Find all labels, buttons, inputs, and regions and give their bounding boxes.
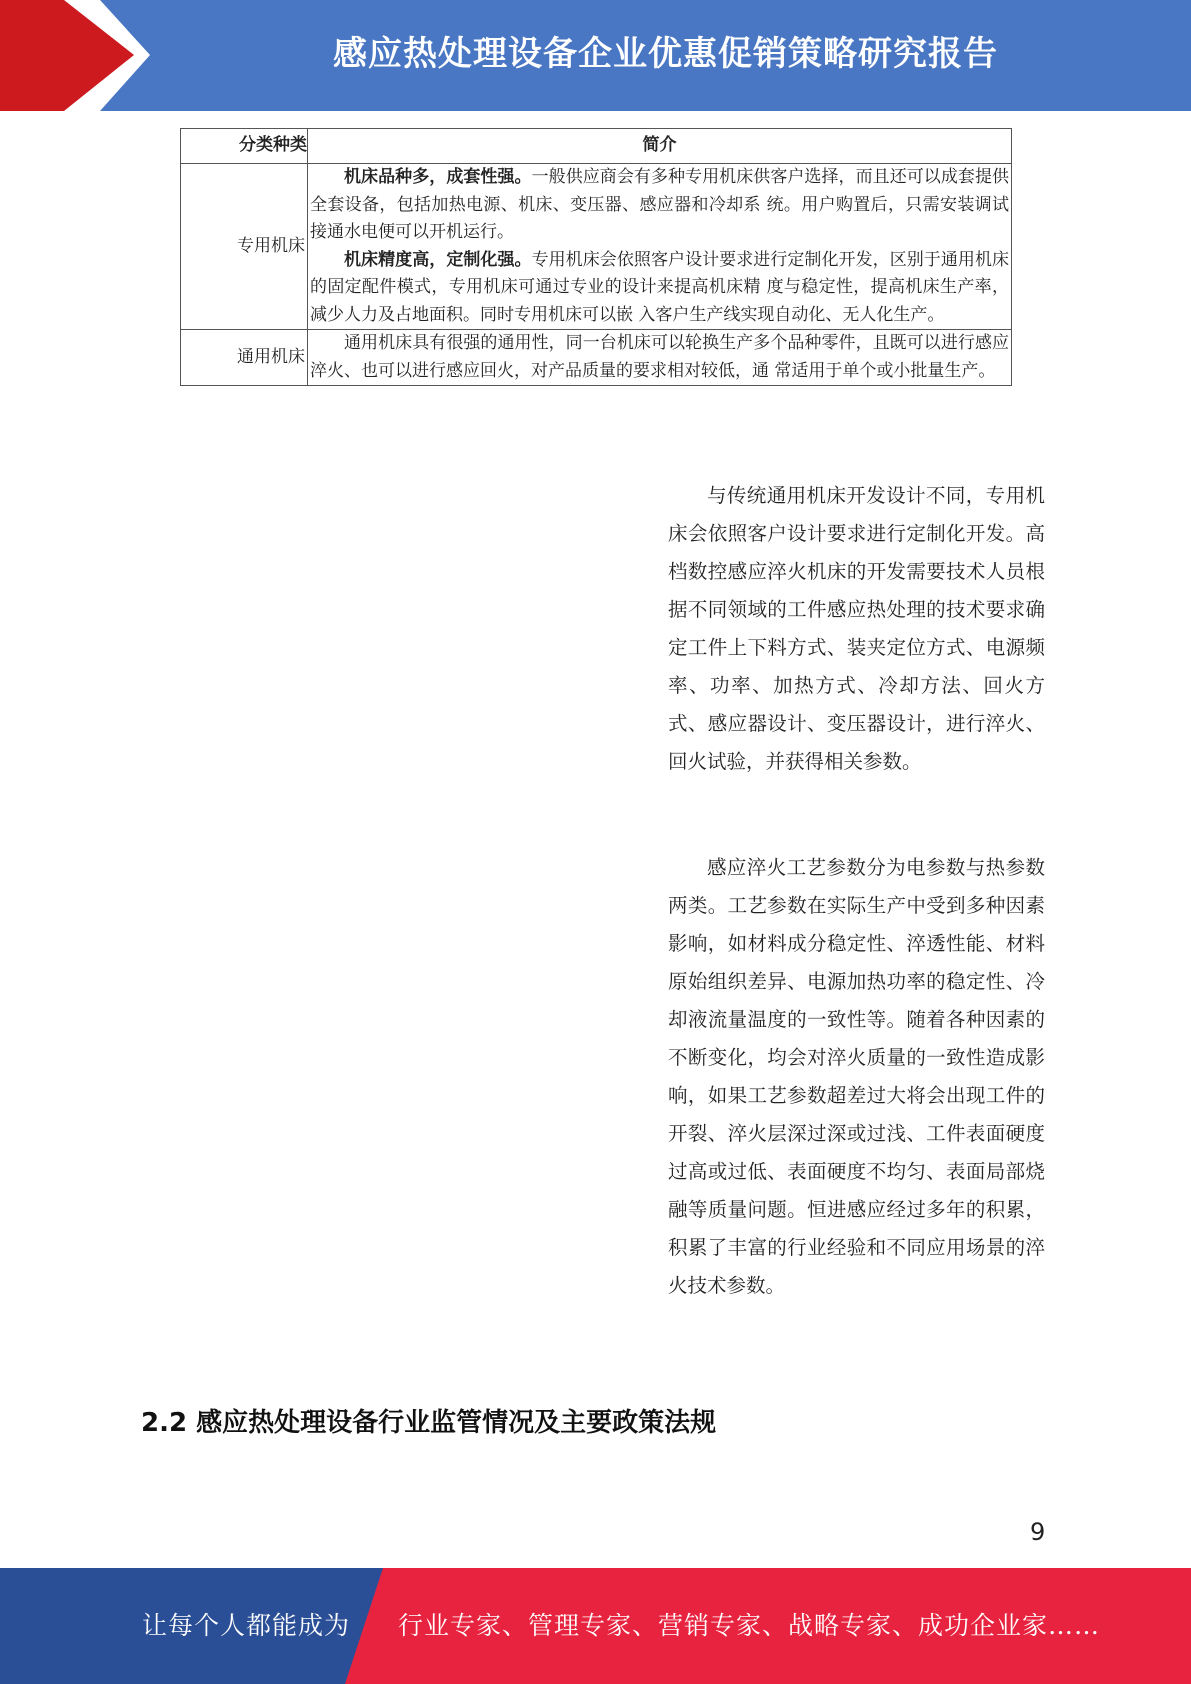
description-text: 通用机床具有很强的通用性，同一台机床可以轮换生产多个品种零件，且既可以进行感应淬火、也可以进行感应回火，对产品质量的要求相对较低，通 常适用于单个或小批量生产。 [310,333,1009,381]
description-paragraph [310,247,1009,330]
description-paragraph [310,330,1009,385]
footer-slogan-left: 让每个人都能成为 [142,1611,351,1640]
table-header-category: 分类种类 [181,129,308,164]
footer-slogan-right: 行业专家、管理专家、营销专家、战略专家、成功企业家…… [398,1611,1101,1640]
paragraph-text: 与传统通用机床开发设计不同，专用机床会依照客户设计要求进行定制化开发。高档数控感应淬火机床的开发需要技术人员根据不同领域的工件感应热处理的技术要求确定工件上下料方式、装夹定位方式、电源频率、功率、加热方式、冷却方法、回火方式、感应器设计、变压器设计，进行淬火、回火试验，并获得相关参数。 [668,484,1045,773]
description-text: 专用机床会依照客户设计要求进行定制化开发，区别于通用机床的固定配件模式，专用机床可通过专业的设计来提高机床精 度与稳定性，提高机床生产率，减少人力及占地面积。同时专用机床可以嵌 入客户生产线实现自动化、无人化生产。 [310,249,1010,325]
section-heading: 2.2 感应热处理设备行业监管情况及主要政策法规 [141,1408,717,1438]
page-number: 9 [1030,1518,1046,1546]
body-paragraph-process-parameters [668,849,1045,1305]
body-paragraph-custom-machine [668,477,1045,781]
description-text: 一般供应商会有多种专用机床供客户选择，而且还可以成套提供全套设备，包括加热电源、机床、变压器、感应器和冷却系 统。用户购置后，只需安装调试接通水电便可以开机运行。 [310,167,1010,242]
header-chevron-icon [0,0,150,111]
machine-classification-table [180,128,1012,386]
table-cell-category: 专用机床 [181,164,308,330]
table-header-intro: 简介 [308,129,1012,164]
description-bold-lead: 机床精度高，定制化强。 [344,249,532,270]
table-cell-description [308,330,1012,386]
report-title: 感应热处理设备企业优惠促销策略研究报告 [333,34,998,74]
paragraph-text: 感应淬火工艺参数分为电参数与热参数两类。工艺参数在实际生产中受到多种因素影响，如材料成分稳定性、淬透性能、材料原始组织差异、电源加热功率的稳定性、冷却液流量温度的一致性等。随着各种因素的不断变化，均会对淬火质量的一致性造成影响，如果工艺参数超差过大将会出现工件的开裂、淬火层深过深或过浅、工件表面硬度过高或过低、表面硬度不均匀、表面局部烧融等质量问题。恒进感应经过多年的积累，积累了丰富的行业经验和不同应用场景的淬火技术参数。 [668,856,1045,1297]
description-bold-lead: 机床品种多，成套性强。 [344,167,532,187]
description-paragraph [310,164,1009,247]
table-row [181,164,1012,330]
table-cell-category: 通用机床 [181,330,308,386]
footer-banner [0,1568,1191,1684]
table-row [181,330,1012,386]
table-cell-description [308,164,1012,330]
table-header-row [181,129,1012,164]
